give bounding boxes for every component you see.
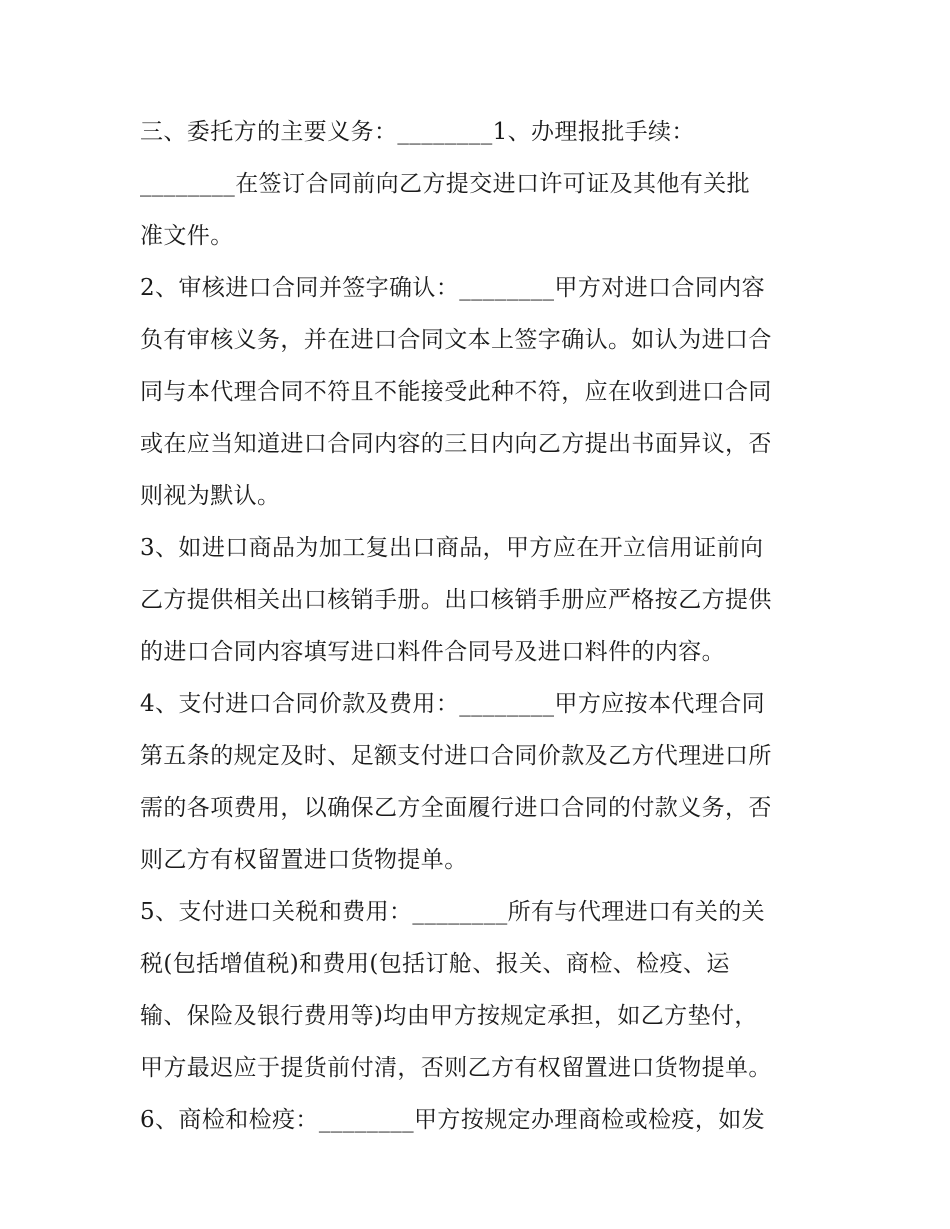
text-line-13: 第五条的规定及时、足额支付进口合同价款及乙方代理进口所: [140, 743, 772, 769]
text-line-9: 3、如进口商品为加工复出口商品，甲方应在开立信用证前向: [140, 535, 764, 561]
text-line-11: 的进口合同内容填写进口料件合同号及进口料件的内容。: [140, 639, 725, 665]
text-line-5: 负有审核义务，并在进口合同文本上签字确认。如认为进口合: [140, 327, 772, 353]
text-line-12: 4、支付进口合同价款及费用：________甲方应按本代理合同: [140, 691, 766, 717]
text-line-8: 则视为默认。: [140, 483, 281, 509]
text-line-16: 5、支付进口关税和费用：________所有与代理进口有关的关: [140, 899, 766, 925]
text-line-7: 或在应当知道进口合同内容的三日内向乙方提出书面异议，否: [140, 431, 772, 457]
text-line-19: 甲方最迟应于提货前付清，否则乙方有权留置进口货物提单。: [140, 1055, 772, 1081]
text-line-1: 三、委托方的主要义务：________1、办理报批手续：: [140, 119, 695, 145]
text-line-20: 6、商检和检疫：________甲方按规定办理商检或检疫，如发: [140, 1107, 766, 1133]
text-line-15: 则乙方有权留置进口货物提单。: [140, 847, 468, 873]
text-line-4: 2、审核进口合同并签字确认：________甲方对进口合同内容: [140, 275, 766, 301]
document-body: [140, 106, 820, 1146]
text-line-3: 准文件。: [140, 223, 234, 249]
text-line-2: ________在签订合同前向乙方提交进口许可证及其他有关批: [140, 171, 750, 197]
text-line-18: 输、保险及银行费用等)均由甲方按规定承担，如乙方垫付，: [140, 1003, 758, 1029]
text-line-6: 同与本代理合同不符且不能接受此种不符，应在收到进口合同: [140, 379, 772, 405]
text-line-10: 乙方提供相关出口核销手册。出口核销手册应严格按乙方提供: [140, 587, 772, 613]
text-line-14: 需的各项费用，以确保乙方全面履行进口合同的付款义务，否: [140, 795, 772, 821]
text-line-17: 税(包括增值税)和费用(包括订舱、报关、商检、检疫、运: [140, 951, 730, 977]
